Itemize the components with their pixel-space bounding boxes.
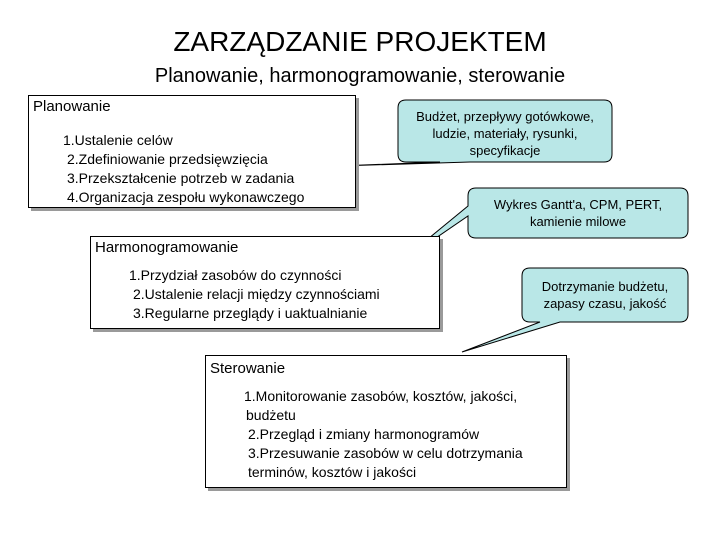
planowanie-box bbox=[28, 95, 356, 208]
callout-resources-text: Budżet, przepływy gotówkowe, ludzie, materiały, rysunki, specyfikacje bbox=[416, 109, 594, 158]
harmonogramowanie-box bbox=[90, 236, 440, 329]
list-item: 2.Przegląd i zmiany harmonogramów bbox=[248, 426, 480, 442]
sterowanie-box bbox=[205, 355, 567, 488]
list-item: 4.Organizacja zespołu wykonawczego bbox=[67, 189, 305, 205]
callout-control-text: Dotrzymanie budżetu, zapasy czasu, jakość bbox=[541, 279, 669, 311]
sterowanie-list bbox=[206, 387, 566, 482]
list-item: 2.Zdefiniowanie przedsięwzięcia bbox=[67, 151, 268, 167]
slide-subtitle: Planowanie, harmonogramowanie, sterowanie bbox=[154, 65, 566, 87]
list-item: 1.Monitorowanie zasobów, kosztów, jakości, budżetu bbox=[244, 388, 518, 423]
list-item: 1.Przydział zasobów do czynności bbox=[129, 267, 342, 283]
list-item: 3.Regularne przeglądy i uaktualnianie bbox=[133, 305, 368, 321]
list-item: 3.Przesuwanie zasobów w celu dotrzymania terminów, kosztów i jakości bbox=[248, 445, 523, 480]
list-item: 3.Przekształcenie potrzeb w zadania bbox=[67, 170, 295, 186]
list-item: 1.Ustalenie celów bbox=[63, 132, 173, 148]
slide-title: ZARZĄDZANIE PROJEKTEM bbox=[173, 26, 547, 57]
planowanie-list bbox=[29, 131, 355, 207]
sterowanie-heading: Sterowanie bbox=[210, 360, 286, 377]
planowanie-heading: Planowanie bbox=[33, 98, 111, 115]
list-item: 2.Ustalenie relacji między czynnościami bbox=[133, 286, 380, 302]
callout-tools-text: Wykres Gantt'a, CPM, PERT, kamienie milowe bbox=[493, 197, 663, 229]
harmonogramowanie-heading: Harmonogramowanie bbox=[95, 239, 239, 256]
harmonogramowanie-list bbox=[91, 266, 439, 323]
